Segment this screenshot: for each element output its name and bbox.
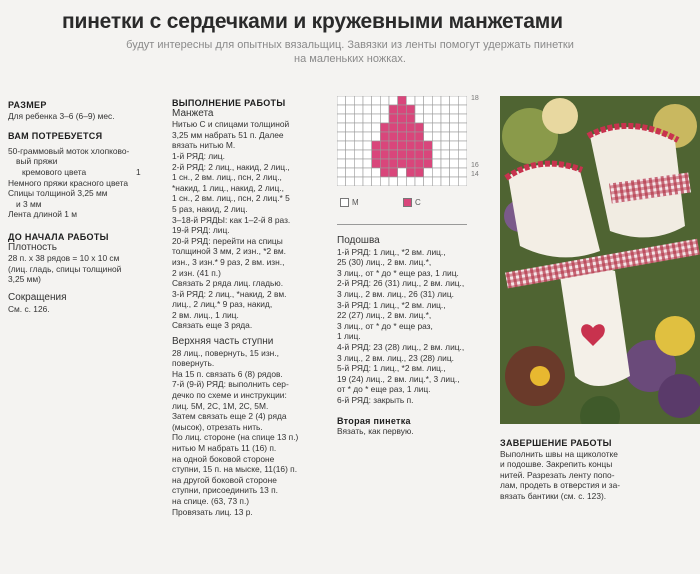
chart-cell [346,123,355,132]
chart-cell [432,159,441,168]
chart-cell [424,177,433,186]
instruction-line: 3,25 мм набрать 51 п. Далее [172,129,284,140]
chart-cell [441,141,450,150]
instruction-line: на другой боковой стороне [172,474,277,485]
abbreviations-text: См. с. 126. [8,303,50,314]
materials-line: Спицы толщиной 3,25 мм [8,188,108,199]
chart-cell [450,159,459,168]
chart-cell [354,132,363,141]
chart-cell [406,114,415,123]
chart-cell [354,159,363,168]
chart-cell [363,168,372,177]
instruction-line: Связать еще 3 ряда. [172,320,253,331]
instruction-line: ступни, 15 п. на мыске, 11(16) п. [172,464,298,475]
instruction-line: и подошве. Закрепить концы [500,459,613,470]
chart-cell [346,96,355,105]
size-heading: РАЗМЕР [8,100,47,110]
chart-cell [398,96,407,105]
chart-cell [389,177,398,186]
chart-cell [424,159,433,168]
instruction-line: нитью М набрать 11 (16) п. [172,443,277,453]
chart-cell [415,159,424,168]
density-line: 3,25 мм) [8,274,41,285]
chart-cell [354,168,363,177]
chart-cell [432,177,441,186]
chart-cell [415,141,424,150]
chart-cell [450,123,459,132]
density-line: (лиц. гладь, спицы толщиной [8,263,122,274]
instruction-line: 25 (30) лиц., 2 вм. лиц.*, [337,257,432,268]
chart-cell [380,150,389,159]
chart-row-number: 16 [471,162,479,169]
chart-cell [450,168,459,177]
chart-cell [441,123,450,132]
instruction-line: 20-й РЯД: перейти на спицы [172,235,283,246]
chart-cell [458,159,467,168]
chart-cell [441,96,450,105]
chart-cell [406,123,415,132]
instruction-line: 28 лиц., повернуть, 15 изн., [172,347,279,358]
cuff-heading: Манжета [172,107,214,119]
chart-cell [337,96,346,105]
chart-cell [337,159,346,168]
chart-cell [372,132,381,141]
chart-cell [363,150,372,159]
chart-cell [354,105,363,114]
instruction-line: 2-й РЯД: 26 (31) лиц., 2 вм. лиц., [337,278,465,289]
before-heading: ДО НАЧАЛА РАБОТЫ [8,231,109,242]
instruction-line: на спице. (63, 73 п.) [172,495,250,506]
chart-cell [415,114,424,123]
legend-label-c: С [415,198,421,207]
chart-cell [398,105,407,114]
instruction-line: толщиной 3 мм, 2 изн., *2 вм. [172,246,286,257]
chart-cell [346,168,355,177]
execution-heading: ВЫПОЛНЕНИЕ РАБОТЫ [172,98,286,108]
chart-cell [424,150,433,159]
materials-line: 50-граммовый моток хлопково- [8,145,130,156]
instruction-line: 2-й РЯД: 2 лиц., накид, 2 лиц., [172,161,290,172]
chart-cell [398,177,407,186]
chart-cell [389,159,398,168]
chart-cell [346,105,355,114]
chart-cell [363,105,372,114]
sole-heading: Подошва [337,235,380,246]
second-bootie-heading: Вторая пинетка [337,415,411,426]
instruction-line: 3 лиц., от * до * еще раз, 1 лиц. [337,267,459,278]
chart-cell [415,96,424,105]
chart-cell [380,159,389,168]
chart-cell [398,114,407,123]
chart-cell [406,105,415,114]
chart-cell [424,96,433,105]
instruction-line: 3 лиц., 2 вм. лиц., 26 (31) лиц. [337,288,454,299]
instruction-line: лиц. 5М, 2С, 1М, 2С, 5М. [172,400,269,411]
upper-instructions [172,348,332,518]
instruction-line: на одной боковой стороне [172,453,275,464]
chart-cell [363,123,372,132]
chart-cell [372,123,381,132]
chart-cell [380,105,389,114]
chart-cell [432,114,441,123]
chart-cell [389,114,398,123]
chart-cell [415,132,424,141]
chart-cell [458,150,467,159]
chart-cell [380,114,389,123]
chart-cell [424,141,433,150]
chart-cell [337,105,346,114]
chart-cell [432,150,441,159]
chart-cell [441,150,450,159]
chart-cell [415,123,424,132]
materials-line: Лента длиной 1 м [8,209,77,220]
chart-cell [398,123,407,132]
chart-cell [380,177,389,186]
chart-cell [372,96,381,105]
chart-cell [450,114,459,123]
instruction-line: Затем связать еще 2 (4) ряда [172,411,287,422]
instruction-line: 7-й (9-й) РЯД: выполнить сер- [172,379,289,390]
chart-cell [354,177,363,186]
legend-label-m: М [352,198,359,207]
chart-cell [337,150,346,159]
instruction-line: Провязать лиц. 13 р. [172,506,253,517]
instruction-line: 2 изн. (41 п.) [172,267,221,278]
legend-swatch-m [340,198,349,207]
chart-cell [458,105,467,114]
instruction-line: 19-й РЯД: лиц. [172,225,230,236]
chart-cell [441,132,450,141]
chart-cell [432,123,441,132]
chart-cell [363,159,372,168]
finishing-heading: ЗАВЕРШЕНИЕ РАБОТЫ [500,438,612,448]
chart-cell [441,114,450,123]
materials-heading: ВАМ ПОТРЕБУЕТСЯ [8,131,103,142]
chart-cell [406,132,415,141]
chart-cell [458,123,467,132]
upper-heading: Верхняя часть ступни [172,336,274,348]
instruction-line: 1 сн., 2 вм. лиц., псн, 2 лиц.* 5 [172,193,290,204]
chart-cell [354,96,363,105]
chart-cell [458,96,467,105]
instruction-line: вязать нитью М. [172,140,236,151]
instruction-line: лам, продеть в отверстия и за- [500,480,621,491]
chart-cell [389,132,398,141]
chart-cell [458,177,467,186]
chart-cell [380,168,389,177]
chart-cell [363,141,372,150]
chart-cell [389,123,398,132]
sole-instructions [337,247,495,406]
chart-cell [372,141,381,150]
instruction-line: 3-й РЯД: 1 лиц., *2 вм. лиц., [337,299,446,310]
chart-cell [389,150,398,159]
materials-line-text: кремового цвета [22,166,87,177]
chart-cell [441,159,450,168]
instruction-line: ступни, присоединить 13 п. [172,485,278,496]
chart-cell [424,114,433,123]
booties-illustration [500,96,700,424]
chart-cell [363,132,372,141]
density-line: 28 п. х 38 рядов = 10 х 10 см [8,253,120,264]
chart-cell [415,150,424,159]
chart-cell [441,168,450,177]
materials-line [8,167,166,178]
instruction-line: 1 сн., 2 вм. лиц., псн, 2 лиц., [172,172,282,183]
chart-cell [354,114,363,123]
chart-cell [372,159,381,168]
chart-cell [450,132,459,141]
chart-row-numbers [471,94,479,179]
chart-cell [337,168,346,177]
chart-cell [372,150,381,159]
instruction-line: повернуть. [172,358,215,369]
subtitle-line-2: на маленьких ножках. [294,53,406,65]
chart-cell [424,123,433,132]
legend-m [340,198,359,207]
column-finishing [500,438,695,502]
chart-cell [458,141,467,150]
instruction-line: Связать 2 ряда лиц. гладью. [172,278,284,289]
chart-cell [372,177,381,186]
chart-cell [380,123,389,132]
booties-photo [500,96,700,424]
chart-cell [363,96,372,105]
chart-cell [346,132,355,141]
chart-cell [363,114,372,123]
chart-cell [372,105,381,114]
subtitle-line-1: будут интересны для опытных вязальщиц. Завязки из ленты помогут удержать пинетки [126,39,574,51]
chart-cell [450,96,459,105]
chart-cell [398,141,407,150]
chart-cell [424,105,433,114]
chart-cell [398,150,407,159]
chart-cell [398,132,407,141]
instruction-line: 19 (24) лиц., 2 вм. лиц.*, 3 лиц., [337,373,460,384]
instruction-line: (мысок), отрезать нить. [172,421,263,432]
instruction-line: 3 лиц., 2 вм. лиц., 23 (28) лиц. [337,352,454,363]
instruction-line: вязать бантики (см. с. 123). [500,490,607,501]
chart-cell [398,168,407,177]
chart-cell [406,141,415,150]
chart-cell [432,141,441,150]
chart-cell [354,150,363,159]
chart-cell [441,105,450,114]
chart-cell [458,114,467,123]
second-bootie-text: Вязать, как первую. [337,426,414,437]
chart-cell [406,177,415,186]
chart-cell [398,159,407,168]
chart-cell [424,132,433,141]
heart-chart [337,96,467,186]
instruction-line: 3-й РЯД: 2 лиц., *накид, 2 вм. [172,288,287,299]
instruction-line: 1 лиц. [337,331,361,342]
chart-cell [346,177,355,186]
chart-cell [363,177,372,186]
page-title: пинетки с сердечками и кружевными манжетами [62,10,563,33]
chart-row-number: 14 [471,171,479,178]
chart-cell [337,177,346,186]
chart-cell [354,141,363,150]
chart-cell [389,168,398,177]
materials-line: вый пряжи [16,156,58,167]
instruction-line: Нитью С и спицами толщиной [172,119,290,130]
chart-cell [337,141,346,150]
chart-cell [389,141,398,150]
chart-cell [432,96,441,105]
chart-cell [389,96,398,105]
chart-cell [346,114,355,123]
chart-cell [432,168,441,177]
chart-cell [389,105,398,114]
chart-cell [415,168,424,177]
chart-cell [380,141,389,150]
instruction-line: 1-й РЯД: лиц. [172,150,225,161]
instruction-line: На 15 п. связать 6 (8) рядов. [172,368,283,379]
instruction-line: 22 (27) лиц., 2 вм. лиц.*, [337,310,432,321]
size-text: Для ребенка 3–6 (6–9) мес. [8,110,115,121]
chart-cell [354,123,363,132]
instruction-line: Выполнить швы на щиколотке [500,448,618,459]
chart-cell [450,177,459,186]
column-instructions [172,98,332,517]
chart-cell [450,141,459,150]
chart-cell [380,96,389,105]
instruction-line: от * до * еще раз, 1 лиц. [337,384,431,395]
divider [337,224,467,225]
chart-cell [346,150,355,159]
chart-cell [441,177,450,186]
instruction-line: 3 лиц., от * до * еще раз, [337,320,433,331]
instruction-line: 3–18-й РЯДЫ: как 1–2-й 8 раз. [172,214,291,225]
abbreviations-heading: Сокращения [8,291,67,303]
instruction-line: 4-й РЯД: 23 (28) лиц., 2 вм. лиц., [337,341,465,352]
chart-cell [337,132,346,141]
chart-cell [415,177,424,186]
subtitle [0,38,700,66]
chart-cell [458,168,467,177]
instruction-line: нитей. Разрезать ленту попо- [500,469,615,480]
chart-row-number: 18 [471,95,479,102]
instruction-line: 5-й РЯД: 1 лиц., *2 вм. лиц., [337,363,446,374]
chart-cell [346,141,355,150]
chart-cell [372,168,381,177]
instruction-line: 6-й РЯД: закрыть п. [337,394,414,405]
chart-cell [406,150,415,159]
chart-cell [406,159,415,168]
instruction-line: дечко по схеме и инструкции: [172,390,287,401]
chart-cell [372,114,381,123]
instruction-line: изн., 3 изн.* 9 раз, 2 вм. изн., [172,256,285,267]
materials-qty: 1 [136,166,141,177]
instruction-line: 5 раз, накид, 2 лиц. [172,203,248,214]
materials-line: Немного пряжи красного цвета [8,177,129,188]
chart-cell [380,132,389,141]
density-heading: Плотность [8,241,57,253]
column-materials [8,100,166,314]
chart-cell [337,114,346,123]
instruction-line: По лиц. стороне (на спице 13 п.) [172,432,299,443]
chart-cell [406,168,415,177]
instruction-line: *накид, 1 лиц., накид, 2 лиц., [172,182,284,193]
chart-cell [432,132,441,141]
chart-cell [337,123,346,132]
materials-line: и 3 мм [16,198,42,209]
chart-cell [432,105,441,114]
instruction-line: 2 вм. лиц., 1 лиц. [172,309,239,320]
chart-cell [450,150,459,159]
finishing-instructions [500,449,695,502]
chart-cell [346,159,355,168]
chart-cell [415,105,424,114]
instruction-line: лиц., 2 лиц.* 9 раз, накид, [172,299,273,310]
chart-cell [458,132,467,141]
cuff-instructions [172,119,332,331]
instruction-line: 1-й РЯД: 1 лиц., *2 вм. лиц., [337,246,446,257]
legend-swatch-c [403,198,412,207]
legend-c [403,198,421,207]
chart-cell [450,105,459,114]
chart-cell [424,168,433,177]
chart-cell [406,96,415,105]
column-sole [337,236,495,437]
